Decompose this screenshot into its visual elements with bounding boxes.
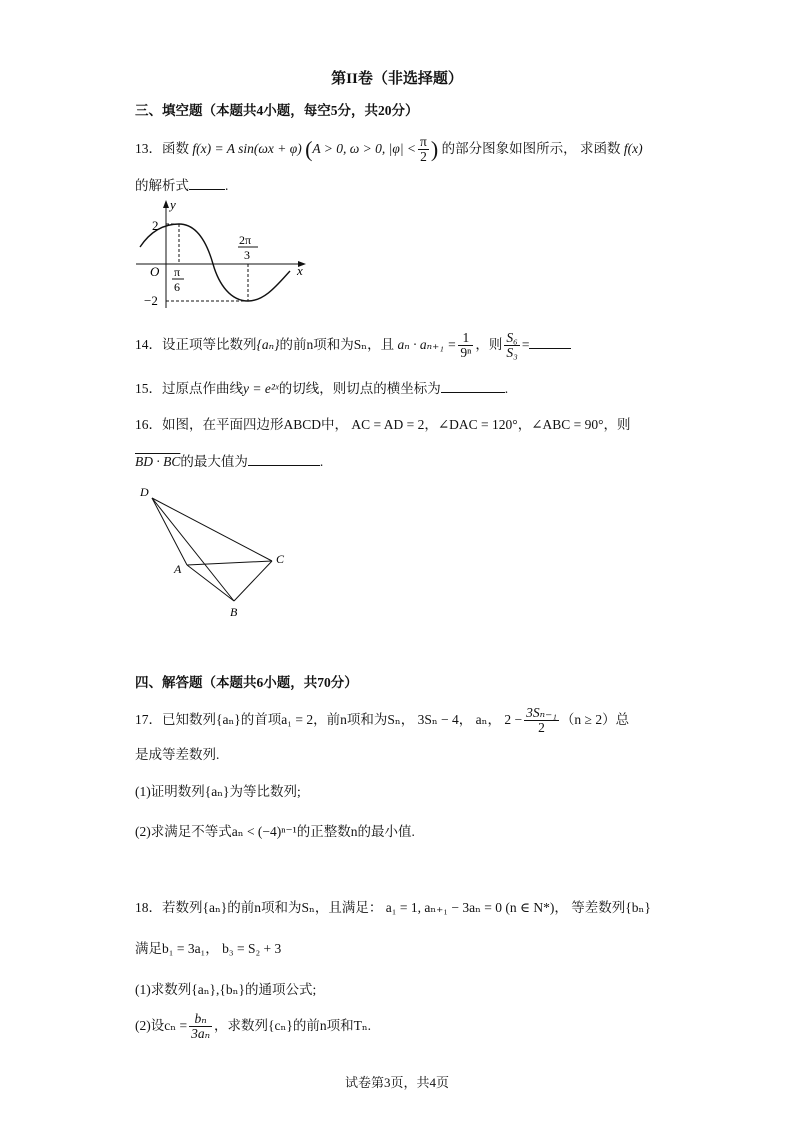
q13-number: 13．函数 [135, 140, 189, 156]
q14-answer-blank[interactable] [529, 336, 571, 349]
question-18-part2: (2)设cₙ = $\frac{\text{bₙ}}{\text{3aₙ}}$ ，求数列{cₙ}的前n项和Tₙ. [135, 1011, 372, 1042]
label-A: A [174, 562, 182, 576]
question-13-line1: 13．函数 f(x) = A sin(ωx + φ) (A > 0, ω > 0, |φ| < $\frac{\pi}{2}$ ) 的部分图象如图所示， 求函数 f(x) [135, 134, 643, 165]
page-footer: 试卷第3页，共4页 [344, 1075, 449, 1090]
two-pi-over-3-num: 2π [239, 233, 252, 247]
label-C: C [276, 552, 285, 566]
page-title: 第II卷（非选择题） [331, 71, 463, 87]
two-pi-over-3-den: 3 [244, 248, 250, 262]
edge-DB [152, 498, 234, 601]
y-axis-arrow [163, 200, 169, 208]
sine-graph [128, 196, 313, 314]
edge-BC [234, 561, 272, 601]
edge-DA [152, 498, 187, 565]
question-16-line2: BD · BC的最大值为 . [135, 454, 324, 469]
edge-AB [187, 565, 234, 601]
q16-answer-blank[interactable] [248, 453, 320, 466]
section-fill-in-heading: 三、填空题（本题共4小题，每空5分，共20分） [135, 103, 419, 118]
y-label: y [170, 197, 176, 212]
origin-label: O [150, 264, 160, 279]
q13-line2: 的解析式 [135, 178, 189, 193]
question-17-line2: 是成等差数列. [135, 747, 220, 762]
sine-curve [140, 224, 290, 301]
q15-answer-blank[interactable] [441, 380, 505, 393]
question-17-part1: (1)证明数列{aₙ}为等比数列; [135, 784, 301, 799]
q13-function: f(x) = A sin(ωx + φ) [192, 140, 302, 156]
edge-AC [187, 561, 272, 565]
q16-vectors: BD · BC [135, 454, 181, 469]
label-D: D [140, 485, 149, 499]
q13-frac-den: 2 [420, 149, 427, 165]
edge-DC [152, 498, 272, 561]
label-B: B [230, 605, 238, 619]
question-17-line1: 17．已知数列{aₙ}的首项a₁ = 2，前n项和为Sₙ， 3Sₙ − 4， aₙ， 2 − $\frac{\text{3Sₙ₋₁}}{2}$ （n ≥ 2）总 [135, 705, 630, 736]
question-15: 15．过原点作曲线y = e²ˣ的切线，则切点的横坐标为 . [135, 381, 509, 396]
q13-frac-num: π [420, 134, 427, 149]
question-16-line1: 16．如图，在平面四边形ABCD中， AC = AD = 2，∠DAC = 120°，∠ABC = 90°，则 [135, 417, 631, 432]
question-18-line2: 满足b₁ = 3a₁， b₃ = S₂ + 3 [135, 941, 282, 956]
y-min-label: −2 [144, 293, 158, 308]
pi-over-6-num: π [174, 265, 181, 279]
question-13-line2: 的解析式 . [135, 178, 229, 193]
section-solutions-heading: 四、解答题（本题共6小题，共70分） [135, 675, 358, 690]
q13-condition: A > 0, ω > 0, |φ| < [312, 140, 417, 156]
question-17-part2: (2)求满足不等式aₙ < (−4)ⁿ⁻¹的正整数n的最小值. [135, 824, 415, 839]
x-label: x [297, 263, 303, 278]
question-18-part1: (1)求数列{aₙ},{bₙ}的通项公式; [135, 982, 317, 997]
quadrilateral-figure [130, 482, 295, 622]
q13-tail: 的部分图象如图所示， 求函数 [441, 140, 621, 156]
question-18-line1: 18．若数列{aₙ}的前n项和为Sₙ，且满足： a₁ = 1, aₙ₊₁ − 3aₙ = 0 (n ∈ N*)， 等差数列{bₙ} [135, 900, 651, 915]
q13-answer-blank[interactable] [189, 177, 225, 190]
q13-fx: f(x) [623, 140, 643, 156]
question-14: 14．设正项等比数列{aₙ}的前n项和为Sₙ，且 aₙ · aₙ₊₁ = $\frac{1}{\text{9ⁿ}}$ ，则 $\frac{\text{S₆}}{\text{S₃}}$ = [135, 331, 571, 360]
pi-over-6-den: 6 [174, 280, 180, 294]
y-max-label: 2 [152, 218, 159, 233]
